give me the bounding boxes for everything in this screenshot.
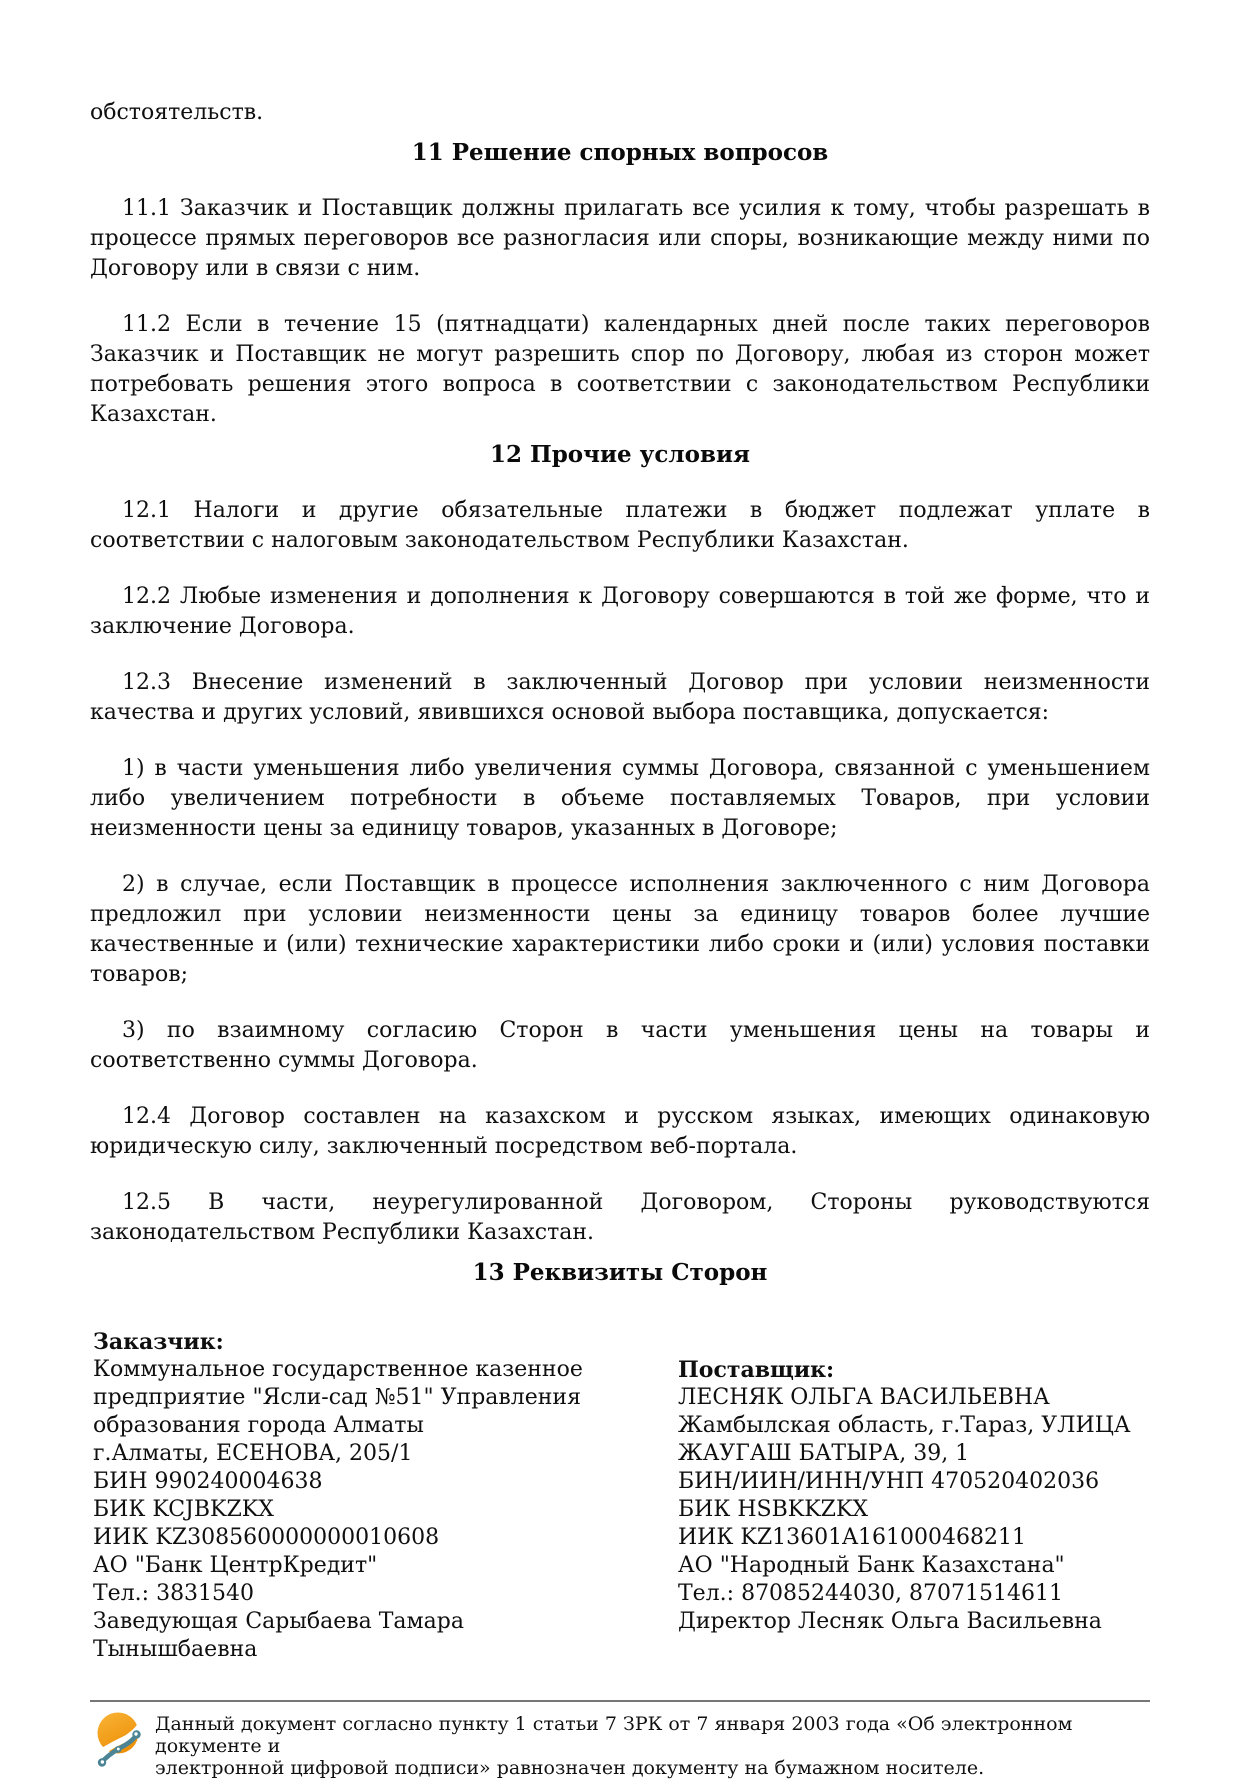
paragraph-11-2: 11.2 Если в течение 15 (пятнадцати) календарных дней после таких переговоров Заказчик и Поставщик не могут разрешить спор по Договору, любая из сторон может потребовать решения этого вопроса в соответствии с законодательством Республики Казахстан. xyxy=(90,312,1150,427)
list-item-3: 3) по взаимному согласию Сторон в части уменьшения цены на товары и соответственно суммы Договора. xyxy=(90,1018,1150,1073)
supplier-phone: Тел.: 87085244030, 87071514611 xyxy=(678,1581,1063,1606)
legal-note-line: электронной цифровой подписи» равнозначен документу на бумажном носителе. xyxy=(155,1757,985,1779)
supplier-details xyxy=(678,1328,1150,1664)
supplier-bin: БИН/ИИН/ИНН/УНП 470520402036 xyxy=(678,1469,1100,1494)
footer-row xyxy=(90,1710,1150,1779)
list-item-1: 1) в части уменьшения либо увеличения суммы Договора, связанной с уменьшением либо увеличением потребности в объеме поставляемых Товаров, при условии неизменности цены за единицу товаров, указанных в Договоре; xyxy=(90,756,1150,841)
legal-note xyxy=(155,1710,1150,1779)
requisites-table xyxy=(90,1328,1150,1664)
customer-address: г.Алматы, ЕСЕНОВА, 205/1 xyxy=(93,1441,413,1466)
paragraph-12-3: 12.3 Внесение изменений в заключенный Договор при условии неизменности качества и других условий, явившихся основой выбора поставщика, допускается: xyxy=(90,670,1150,725)
customer-bank: АО "Банк ЦентрКредит" xyxy=(93,1553,378,1578)
supplier-signer: Директор Лесняк Ольга Васильевна xyxy=(678,1609,1102,1634)
customer-iik: ИИК KZ308560000000010608 xyxy=(93,1525,440,1550)
footer-divider xyxy=(90,1700,1150,1702)
list-item-2: 2) в случае, если Поставщик в процессе исполнения заключенного с ним Договора предложил при условии неизменности цены за единицу товаров более лучшие качественные и (или) технические характеристики либо сроки и (или) условия поставки товаров; xyxy=(90,872,1150,987)
section-heading-12: 12 Прочие условия xyxy=(489,441,750,468)
supplier-name: ЛЕСНЯК ОЛЬГА ВАСИЛЬЕВНА xyxy=(678,1385,1050,1410)
section-heading-13: 13 Реквизиты Сторон xyxy=(472,1259,768,1286)
paragraph-continuation: обстоятельств. xyxy=(90,100,264,125)
paragraph-11-1: 11.1 Заказчик и Поставщик должны прилагать все усилия к тому, чтобы разрешать в процессе прямых переговоров все разногласия или споры, возникающие между ними по Договору или в связи с ним. xyxy=(90,196,1150,281)
supplier-bik: БИК HSBKKZKX xyxy=(678,1497,869,1522)
page-footer xyxy=(90,1700,1150,1779)
paragraph-12-4: 12.4 Договор составлен на казахском и русском языках, имеющих одинаковую юридическую силу, заключенный посредством веб-портала. xyxy=(90,1104,1150,1159)
paragraph-12-1: 12.1 Налоги и другие обязательные платежи в бюджет подлежат уплате в соответствии с налоговым законодательством Республики Казахстан. xyxy=(90,498,1150,553)
customer-bik: БИК KCJBKZKX xyxy=(93,1497,274,1522)
supplier-label: Поставщик: xyxy=(678,1357,835,1383)
supplier-iik: ИИК KZ13601A161000468211 xyxy=(678,1525,1026,1550)
customer-phone: Тел.: 3831540 xyxy=(93,1581,255,1606)
legal-note-line: Данный документ согласно пункту 1 статьи 7 ЗРК от 7 января 2003 года «Об электронном документе и xyxy=(155,1713,1073,1757)
customer-label: Заказчик: xyxy=(93,1329,224,1355)
supplier-bank: АО "Народный Банк Казахстана" xyxy=(678,1553,1065,1578)
supplier-address-line: ЖАУГАШ БАТЫРА, 39, 1 xyxy=(678,1441,970,1466)
paragraph-12-2: 12.2 Любые изменения и дополнения к Договору совершаются в той же форме, что и заключение Договора. xyxy=(90,584,1150,639)
customer-signer-line: Заведующая Сарыбаева Тамара xyxy=(93,1609,464,1634)
section-heading-11: 11 Решение спорных вопросов xyxy=(411,139,829,166)
paragraph-12-5: 12.5 В части, неурегулированной Договором, Стороны руководствуются законодательством Республики Казахстан. xyxy=(90,1190,1150,1245)
customer-details xyxy=(90,1328,678,1664)
customer-signer-line: Тынышбаевна xyxy=(93,1637,258,1662)
customer-bin: БИН 990240004638 xyxy=(93,1469,323,1494)
supplier-address-line: Жамбылская область, г.Тараз, УЛИЦА xyxy=(678,1413,1131,1438)
customer-org-line: предприятие "Ясли-сад №51" Управления xyxy=(93,1385,581,1410)
customer-org-line: Коммунальное государственное казенное xyxy=(93,1357,583,1382)
goszakup-logo-icon xyxy=(93,1712,143,1768)
customer-org-line: образования города Алматы xyxy=(93,1413,424,1438)
